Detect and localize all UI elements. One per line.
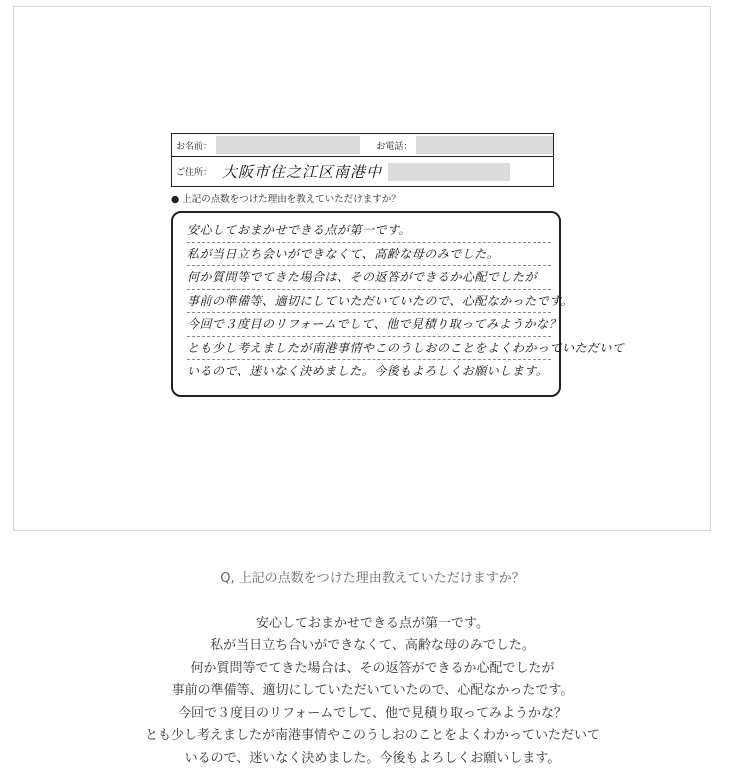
redacted-address	[388, 163, 510, 181]
typed-transcript	[0, 568, 745, 770]
transcript-line: いるので、迷いなく決めました。今後もよろしくお願いします。	[0, 748, 745, 770]
handwritten-answer-box	[171, 211, 561, 397]
address-label: ご住所：	[172, 165, 216, 178]
redacted-name	[216, 136, 360, 154]
transcript-line: 私が当日立ち合いができなくて、高齢な母のみでした。	[0, 635, 745, 658]
form-question: ● 上記の点数をつけた理由を教えていただけますか？	[171, 191, 554, 205]
customer-form	[171, 133, 554, 397]
redacted-phone	[416, 136, 553, 154]
transcript-line: 何か質問等でてきた場合は、その返答ができるか心配でしたが	[0, 658, 745, 681]
phone-label: お電話：	[372, 139, 416, 152]
address-handwritten: 大阪市住之江区南港中	[216, 161, 382, 182]
handwritten-line: 今回で３度目のリフォームでして、他で見積り取ってみようかな？	[187, 313, 551, 337]
handwritten-line: 安心しておまかせできる点が第一です。	[187, 219, 551, 243]
transcript-question: Q, 上記の点数をつけた理由教えていただけますか？	[0, 568, 745, 591]
form-row-name-phone	[171, 133, 554, 157]
transcript-line: 今回で３度目のリフォームでして、他で見積り取ってみようかな？	[0, 703, 745, 726]
handwritten-line: いるので、迷いなく決めました。今後もよろしくお願いします。	[187, 360, 551, 383]
transcript-line: 安心しておまかせできる点が第一です。	[0, 613, 745, 636]
transcript-line: とも少し考えましたが南港事情やこのうしおのことをよくわかっていただいて	[0, 725, 745, 748]
transcript-line: 事前の準備等、適切にしていただいていたので、心配なかったです。	[0, 680, 745, 703]
scanned-form-image	[13, 6, 711, 531]
form-row-address	[171, 157, 554, 187]
handwritten-line: 事前の準備等、適切にしていただいていたので、心配なかったです。	[187, 290, 551, 314]
handwritten-line: とも少し考えましたが南港事情やこのうしおのことをよくわかっていただいて	[187, 337, 551, 361]
handwritten-line: 私が当日立ち会いができなくて、高齢な母のみでした。	[187, 243, 551, 267]
handwritten-line: 何か質問等でてきた場合は、その返答ができるか心配でしたが	[187, 266, 551, 290]
name-label: お名前：	[172, 139, 216, 152]
